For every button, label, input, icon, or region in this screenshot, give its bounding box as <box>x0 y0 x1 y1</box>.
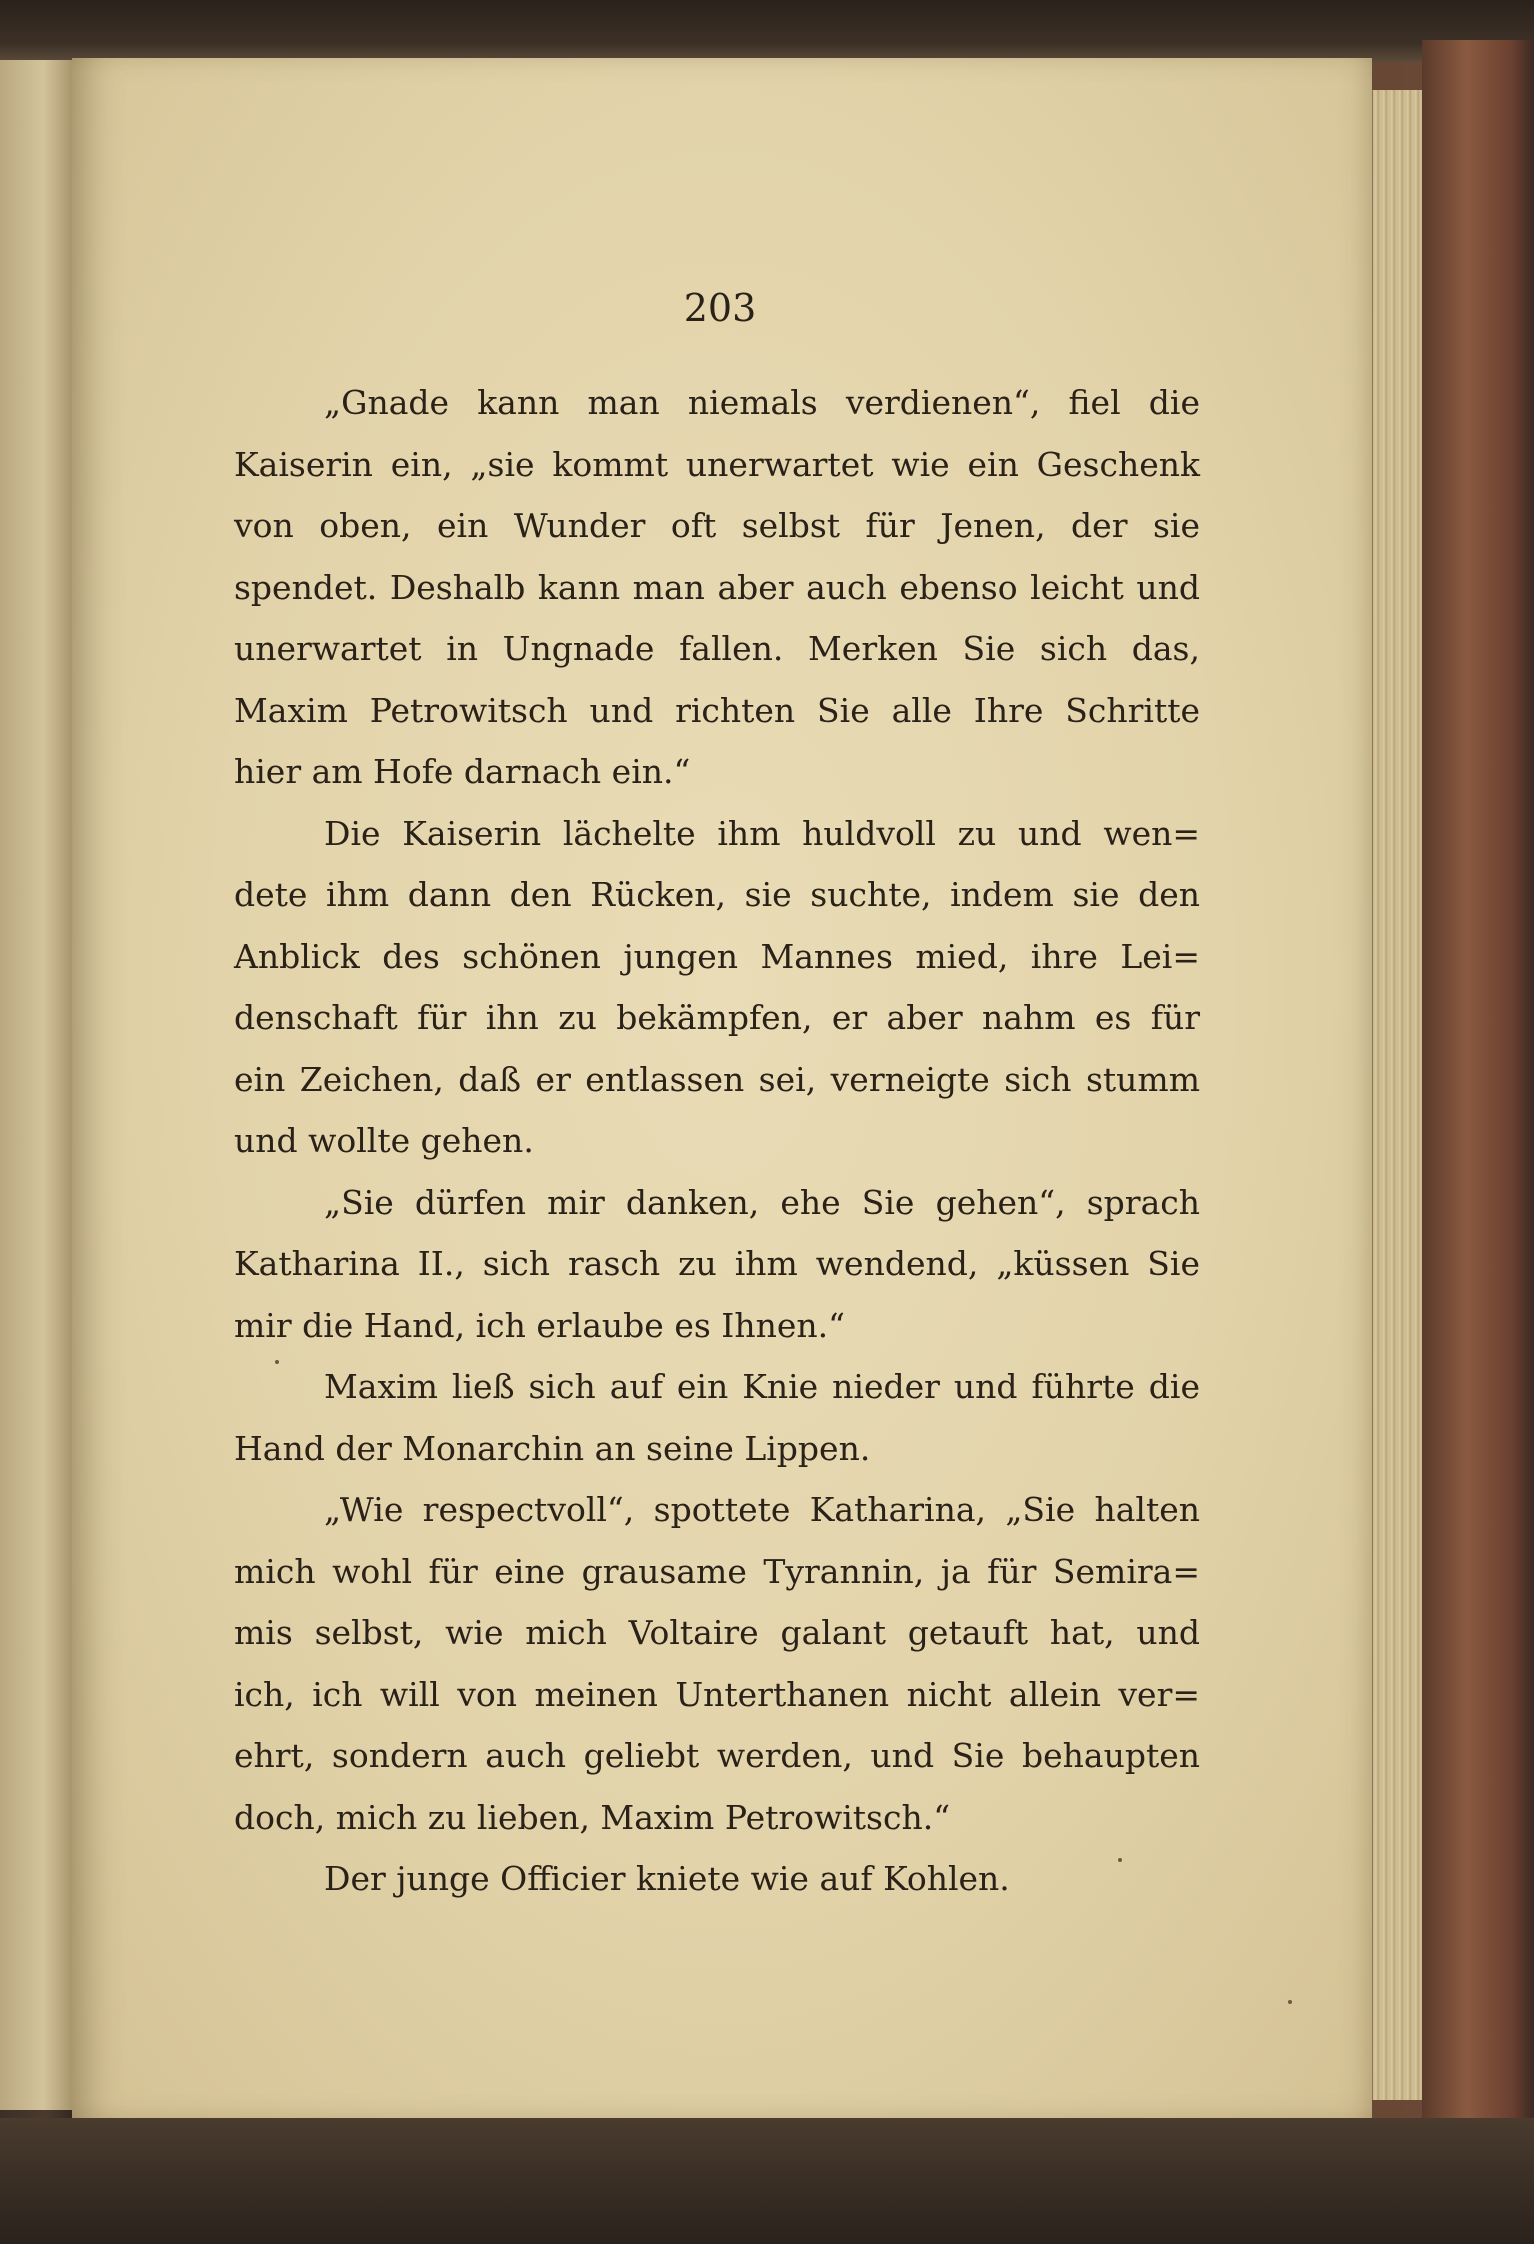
text-line: ich, ich will von meinen Unterthanen nicht allein ver= <box>234 1674 1200 1714</box>
page-number: 203 <box>683 286 757 330</box>
text-line: mir die Hand, ich erlaube es Ihnen.“ <box>234 1305 845 1345</box>
text-line: Maxim Petrowitsch und richten Sie alle Ihre Schritte <box>234 690 1200 730</box>
text-line: mich wohl für eine grausame Tyrannin, ja für Semira= <box>234 1551 1200 1591</box>
text-line: ein Zeichen, daß er entlassen sei, verneigte sich stumm <box>234 1059 1200 1099</box>
text-line: Die Kaiserin lächelte ihm huldvoll zu und wen= <box>324 813 1200 853</box>
book-top-edge <box>0 0 1534 62</box>
text-line: hier am Hofe darnach ein.“ <box>234 752 691 791</box>
text-line: denschaft für ihn zu bekämpfen, er aber nahm es für <box>234 998 1200 1037</box>
text-line: und wollte gehen. <box>234 1121 534 1160</box>
text-line: von oben, ein Wunder oft selbst für Jenen, der sie <box>234 506 1200 545</box>
book-cover-right <box>1422 40 1534 2140</box>
text-line: spendet. Deshalb kann man aber auch ebenso leicht und <box>234 567 1200 607</box>
text-line: doch, mich zu lieben, Maxim Petrowitsch.“ <box>234 1797 951 1837</box>
text-line: Der junge Officier kniete wie auf Kohlen. <box>324 1859 1010 1898</box>
book-bottom-edge <box>0 2118 1534 2244</box>
text-line: dete ihm dann den Rücken, sie suchte, indem sie den <box>234 875 1200 914</box>
text-line: ehrt, sondern auch geliebt werden, und Sie behaupten <box>234 1736 1200 1775</box>
text-line: „Sie dürfen mir danken, ehe Sie gehen“, sprach <box>324 1182 1200 1222</box>
text-line: „Wie respectvoll“, spottete Katharina, „Sie halten <box>324 1490 1200 1529</box>
text-line: Hand der Monarchin an seine Lippen. <box>234 1428 871 1468</box>
text-line: Anblick des schönen jungen Mannes mied, ihre Lei= <box>234 936 1200 976</box>
page-stack-edge <box>1372 90 1423 2100</box>
text-line: unerwartet in Ungnade fallen. Merken Sie sich das, <box>234 629 1200 668</box>
body-text <box>234 372 1200 1910</box>
text-line: Kaiserin ein, „sie kommt unerwartet wie ein Geschenk <box>234 444 1200 484</box>
text-line: „Gnade kann man niemals verdienen“, fiel die <box>324 383 1200 422</box>
text-line: Katharina II., sich rasch zu ihm wendend, „küssen Sie <box>234 1244 1200 1283</box>
text-line: Maxim ließ sich auf ein Knie nieder und führte die <box>324 1367 1200 1406</box>
left-page-edge <box>0 60 74 2110</box>
text-line: mis selbst, wie mich Voltaire galant getauft hat, und <box>234 1613 1200 1652</box>
